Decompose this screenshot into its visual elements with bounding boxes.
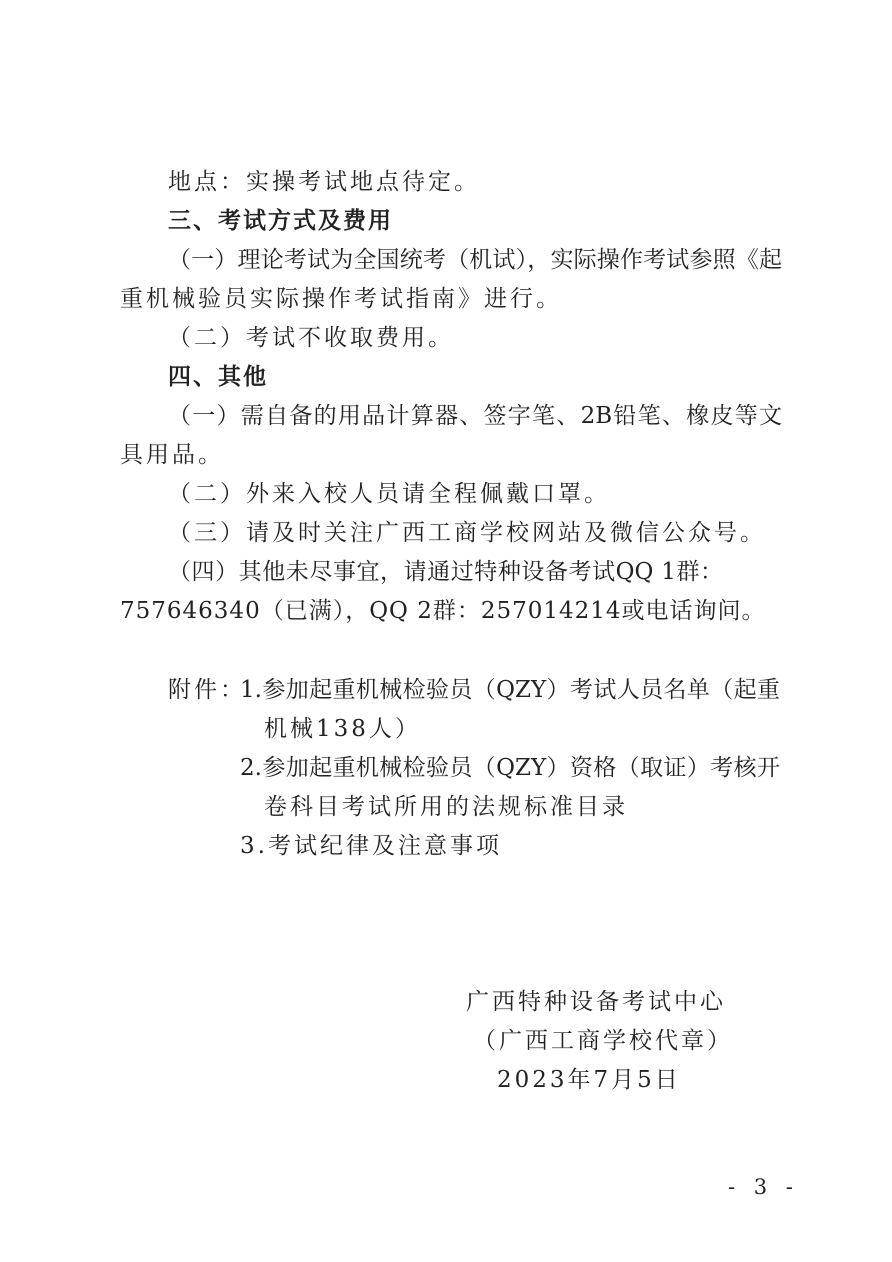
signature-date: 2023年7月5日	[497, 1067, 681, 1093]
page-number: - 3 -	[728, 1175, 799, 1199]
section4-item1-line1: （一）需自备的用品计算器、签字笔、2B铅笔、橡皮等文	[168, 403, 782, 429]
section3-item2: （二）考试不收取费用。	[168, 325, 454, 351]
signature-seal: （广西工商学校代章）	[473, 1028, 733, 1054]
attachments-label: 附件：	[168, 677, 246, 703]
section3-item1-line2: 重机械验员实际操作考试指南》进行。	[120, 286, 562, 312]
section4-item1-line2: 具用品。	[120, 442, 224, 468]
attachment-2-line2: 卷科目考试所用的法规标准目录	[264, 794, 628, 820]
signature-org: 广西特种设备考试中心	[466, 989, 726, 1015]
section3-item1-line1: （一）理论考试为全国统考（机试），实际操作考试参照《起	[168, 247, 782, 273]
section4-item2: （二）外来入校人员请全程佩戴口罩。	[168, 481, 610, 507]
attachment-2-line1: 2.参加起重机械检验员（QZY）资格（取证）考核开	[240, 755, 780, 781]
section4-heading: 四、其他	[168, 364, 268, 390]
section4-item4-line1: （四）其他未尽事宜，请通过特种设备考试QQ 1群：	[168, 559, 723, 585]
attachment-3: 3.考试纪律及注意事项	[240, 833, 502, 859]
section4-item3: （三）请及时关注广西工商学校网站及微信公众号。	[168, 520, 766, 546]
attachment-1-line2: 机械138人）	[264, 716, 421, 742]
location-line: 地点：实操考试地点待定。	[168, 169, 480, 195]
section3-heading: 三、考试方式及费用	[168, 208, 393, 234]
attachment-1-line1: 1.参加起重机械检验员（QZY）考试人员名单（起重	[240, 677, 780, 703]
section4-item4-line2: 757646340（已满），QQ 2群：257014214或电话询问。	[120, 598, 766, 624]
